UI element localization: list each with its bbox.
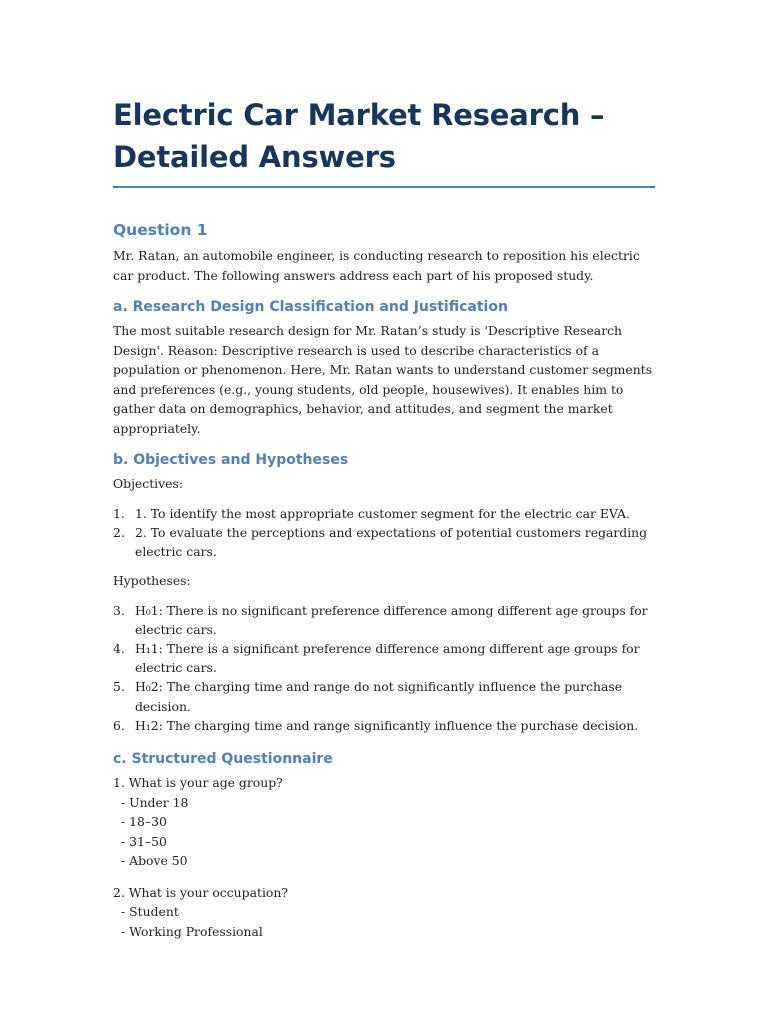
list-item: 6. H₁2: The charging time and range significantly influence the purchase decision.	[113, 717, 639, 733]
answer-option: - 31–50	[121, 833, 167, 849]
questionnaire-item	[113, 773, 655, 871]
questionnaire-item	[113, 883, 655, 942]
question-text: 2. What is your occupation?	[113, 884, 289, 900]
answer-option: - Student	[121, 904, 179, 920]
list-item: 5. H₀2: The charging time and range do not significantly influence the purchase decision.	[113, 679, 623, 714]
list-item: 2. 2. To evaluate the perceptions and expectations of potential customers regarding electric cars.	[113, 524, 648, 559]
objectives-list	[113, 504, 655, 562]
section-c-heading: c. Structured Questionnaire	[113, 751, 333, 768]
question-heading: Question 1	[113, 221, 208, 239]
answer-option: - Working Professional	[121, 923, 263, 939]
section-a-heading: a. Research Design Classification and Justification	[113, 299, 508, 315]
question-text: 1. What is your age group?	[113, 775, 283, 791]
list-item: 3. H₀1: There is no significant preference difference among different age groups for electric cars.	[113, 602, 648, 637]
objectives-label: Objectives:	[113, 476, 184, 491]
list-item: 4. H₁1: There is a significant preference difference among different age groups for electric cars.	[113, 641, 640, 676]
hypotheses-list	[113, 601, 655, 735]
list-item: 1. 1. To identify the most appropriate customer segment for the electric car EVA.	[113, 505, 630, 521]
answer-option: - Above 50	[121, 853, 188, 869]
question-intro: Mr. Ratan, an automobile engineer, is conducting research to reposition his electric car product. The following answers address each part of his proposed study.	[113, 248, 640, 283]
section-b-heading: b. Objectives and Hypotheses	[113, 452, 349, 468]
title-underline	[113, 186, 655, 188]
document-title: Electric Car Market Research – Detailed Answers	[113, 98, 605, 174]
answer-option: - 18–30	[121, 814, 167, 830]
hypotheses-label: Hypotheses:	[113, 573, 191, 589]
answer-option: - Under 18	[121, 794, 189, 810]
section-a-body: The most suitable research design for Mr. Ratan’s study is 'Descriptive Research Design'. Reason: Descriptive research is used to describe characteristics of a population or phenomenon. Here, Mr. Ratan wants to understand customer segments and preferences (e.g., young students, old people, housewives). It enables him to gather data on demographics, behavior, and attitudes, and segment the market appropriately.	[113, 323, 653, 436]
